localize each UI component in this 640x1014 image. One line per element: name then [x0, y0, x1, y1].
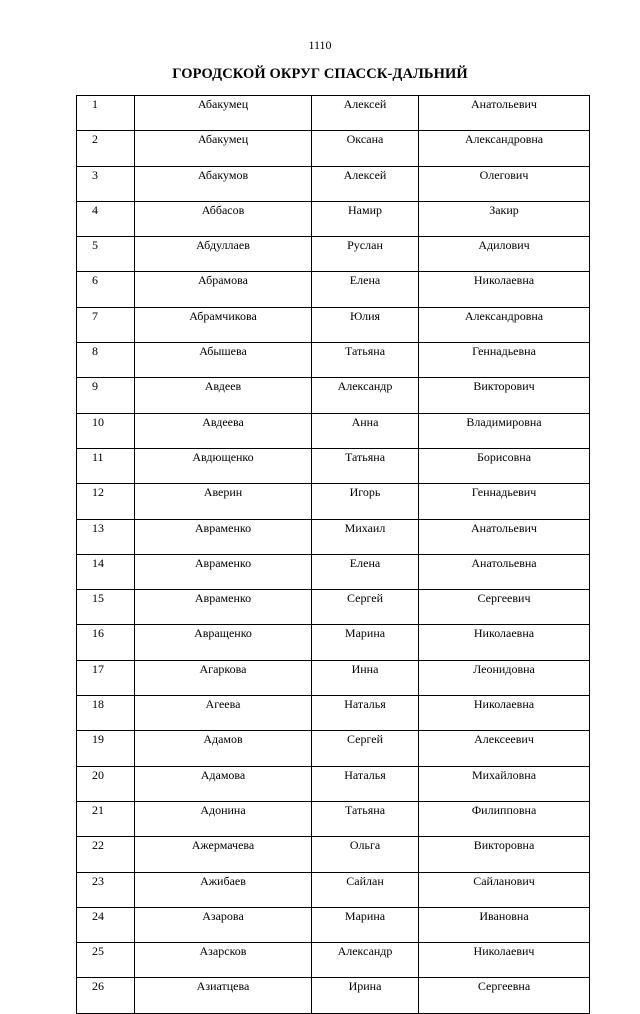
row-number-cell: 24 — [77, 907, 135, 942]
last-name-cell: Авраменко — [135, 519, 312, 554]
patronymic-cell: Николаевич — [419, 943, 590, 978]
patronymic-cell: Филипповна — [419, 801, 590, 836]
last-name-cell: Адонина — [135, 801, 312, 836]
row-number-cell: 10 — [77, 413, 135, 448]
row-number-cell: 5 — [77, 237, 135, 272]
table-row — [77, 413, 590, 448]
table-row — [77, 731, 590, 766]
first-name-cell: Михаил — [312, 519, 419, 554]
roster-table — [76, 95, 590, 1014]
row-number-cell: 25 — [77, 943, 135, 978]
last-name-cell: Абрамова — [135, 272, 312, 307]
last-name-cell: Ажермачева — [135, 837, 312, 872]
last-name-cell: Абдуллаев — [135, 237, 312, 272]
table-row — [77, 943, 590, 978]
last-name-cell: Азарсков — [135, 943, 312, 978]
first-name-cell: Руслан — [312, 237, 419, 272]
first-name-cell: Алексей — [312, 166, 419, 201]
first-name-cell: Анна — [312, 413, 419, 448]
last-name-cell: Авдеева — [135, 413, 312, 448]
last-name-cell: Адамов — [135, 731, 312, 766]
last-name-cell: Авдющенко — [135, 448, 312, 483]
patronymic-cell: Сайланович — [419, 872, 590, 907]
table-row — [77, 590, 590, 625]
patronymic-cell: Геннадьевна — [419, 343, 590, 378]
last-name-cell: Аббасов — [135, 201, 312, 236]
row-number-cell: 16 — [77, 625, 135, 660]
patronymic-cell: Михайловна — [419, 766, 590, 801]
table-row — [77, 272, 590, 307]
table-row — [77, 766, 590, 801]
row-number-cell: 4 — [77, 201, 135, 236]
row-number-cell: 23 — [77, 872, 135, 907]
patronymic-cell: Николаевна — [419, 625, 590, 660]
last-name-cell: Авращенко — [135, 625, 312, 660]
patronymic-cell: Ивановна — [419, 907, 590, 942]
last-name-cell: Агеева — [135, 696, 312, 731]
row-number-cell: 12 — [77, 484, 135, 519]
table-row — [77, 660, 590, 695]
document-title: ГОРОДСКОЙ ОКРУГ СПАССК-ДАЛЬНИЙ — [172, 66, 468, 82]
patronymic-cell: Алексеевич — [419, 731, 590, 766]
table-row — [77, 801, 590, 836]
patronymic-cell: Николаевна — [419, 696, 590, 731]
row-number-cell: 17 — [77, 660, 135, 695]
table-row — [77, 166, 590, 201]
table-row — [77, 872, 590, 907]
patronymic-cell: Сергеевич — [419, 590, 590, 625]
last-name-cell: Ажибаев — [135, 872, 312, 907]
first-name-cell: Сайлан — [312, 872, 419, 907]
first-name-cell: Татьяна — [312, 343, 419, 378]
last-name-cell: Абрамчикова — [135, 307, 312, 342]
patronymic-cell: Викторович — [419, 378, 590, 413]
table-row — [77, 131, 590, 166]
table-row — [77, 378, 590, 413]
first-name-cell: Игорь — [312, 484, 419, 519]
row-number-cell: 20 — [77, 766, 135, 801]
patronymic-cell: Олегович — [419, 166, 590, 201]
row-number-cell: 19 — [77, 731, 135, 766]
first-name-cell: Ирина — [312, 978, 419, 1013]
table-row — [77, 448, 590, 483]
table-row — [77, 554, 590, 589]
row-number-cell: 21 — [77, 801, 135, 836]
last-name-cell: Аверин — [135, 484, 312, 519]
row-number-cell: 11 — [77, 448, 135, 483]
first-name-cell: Наталья — [312, 766, 419, 801]
patronymic-cell: Александровна — [419, 131, 590, 166]
last-name-cell: Авдеев — [135, 378, 312, 413]
page-number: 1110 — [308, 38, 332, 52]
first-name-cell: Сергей — [312, 590, 419, 625]
first-name-cell: Елена — [312, 554, 419, 589]
row-number-cell: 1 — [77, 96, 135, 131]
table-row — [77, 907, 590, 942]
patronymic-cell: Анатольевич — [419, 96, 590, 131]
last-name-cell: Агаркова — [135, 660, 312, 695]
first-name-cell: Юлия — [312, 307, 419, 342]
patronymic-cell: Николаевна — [419, 272, 590, 307]
first-name-cell: Марина — [312, 907, 419, 942]
first-name-cell: Марина — [312, 625, 419, 660]
first-name-cell: Наталья — [312, 696, 419, 731]
row-number-cell: 14 — [77, 554, 135, 589]
first-name-cell: Александр — [312, 943, 419, 978]
last-name-cell: Азарова — [135, 907, 312, 942]
table-row — [77, 343, 590, 378]
patronymic-cell: Владимировна — [419, 413, 590, 448]
row-number-cell: 26 — [77, 978, 135, 1013]
first-name-cell: Намир — [312, 201, 419, 236]
table-row — [77, 307, 590, 342]
first-name-cell: Алексей — [312, 96, 419, 131]
first-name-cell: Александр — [312, 378, 419, 413]
last-name-cell: Авраменко — [135, 554, 312, 589]
patronymic-cell: Борисовна — [419, 448, 590, 483]
first-name-cell: Инна — [312, 660, 419, 695]
last-name-cell: Азиатцева — [135, 978, 312, 1013]
last-name-cell: Абакумец — [135, 96, 312, 131]
table-row — [77, 96, 590, 131]
row-number-cell: 3 — [77, 166, 135, 201]
row-number-cell: 9 — [77, 378, 135, 413]
last-name-cell: Абакумец — [135, 131, 312, 166]
table-row — [77, 519, 590, 554]
patronymic-cell: Анатольевич — [419, 519, 590, 554]
first-name-cell: Оксана — [312, 131, 419, 166]
patronymic-cell: Геннадьевич — [419, 484, 590, 519]
table-row — [77, 237, 590, 272]
patronymic-cell: Адилович — [419, 237, 590, 272]
first-name-cell: Сергей — [312, 731, 419, 766]
first-name-cell: Татьяна — [312, 448, 419, 483]
patronymic-cell: Закир — [419, 201, 590, 236]
patronymic-cell: Александровна — [419, 307, 590, 342]
table-row — [77, 201, 590, 236]
first-name-cell: Ольга — [312, 837, 419, 872]
table-row — [77, 696, 590, 731]
patronymic-cell: Леонидовна — [419, 660, 590, 695]
first-name-cell: Елена — [312, 272, 419, 307]
table-row — [77, 978, 590, 1013]
patronymic-cell: Викторовна — [419, 837, 590, 872]
row-number-cell: 6 — [77, 272, 135, 307]
patronymic-cell: Сергеевна — [419, 978, 590, 1013]
last-name-cell: Авраменко — [135, 590, 312, 625]
table-row — [77, 484, 590, 519]
last-name-cell: Абакумов — [135, 166, 312, 201]
row-number-cell: 8 — [77, 343, 135, 378]
row-number-cell: 18 — [77, 696, 135, 731]
patronymic-cell: Анатольевна — [419, 554, 590, 589]
row-number-cell: 2 — [77, 131, 135, 166]
last-name-cell: Абышева — [135, 343, 312, 378]
row-number-cell: 15 — [77, 590, 135, 625]
table-row — [77, 625, 590, 660]
last-name-cell: Адамова — [135, 766, 312, 801]
table-row — [77, 837, 590, 872]
row-number-cell: 22 — [77, 837, 135, 872]
first-name-cell: Татьяна — [312, 801, 419, 836]
row-number-cell: 7 — [77, 307, 135, 342]
roster-table-body — [77, 96, 590, 1014]
row-number-cell: 13 — [77, 519, 135, 554]
